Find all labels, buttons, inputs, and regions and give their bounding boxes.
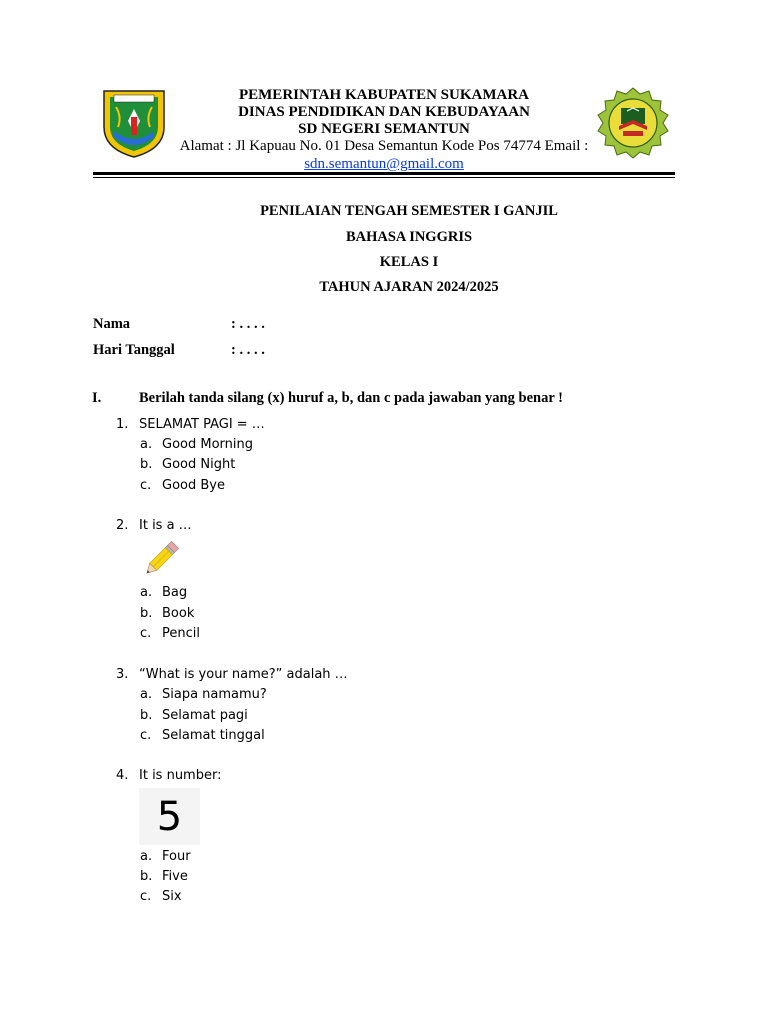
option-text: Six <box>162 889 182 904</box>
option-letter: c. <box>140 626 152 641</box>
option-letter: b. <box>140 457 153 472</box>
name-value: : . . . . <box>231 316 265 332</box>
option-text: Pencil <box>162 626 200 641</box>
question-text: It is number: <box>139 768 222 783</box>
option-letter: a. <box>140 849 153 864</box>
section-instruction: Berilah tanda silang (x) huruf a, b, dan c pada jawaban yang benar ! <box>139 390 563 406</box>
number-picture: 5 <box>139 788 200 845</box>
header-department: DINAS PENDIDIKAN DAN KEBUDAYAAN <box>238 104 530 120</box>
header-government: PEMERINTAH KABUPATEN SUKAMARA <box>238 87 529 103</box>
header-school-name: SD NEGERI SEMANTUN <box>298 121 470 137</box>
name-label: Nama <box>93 316 131 332</box>
option-text: Good Bye <box>162 478 225 493</box>
question-text: SELAMAT PAGI = … <box>139 417 265 432</box>
option-text: Selamat pagi <box>162 708 248 723</box>
date-value: : . . . . <box>231 342 265 358</box>
option-letter: b. <box>140 869 153 884</box>
question-number: 4. <box>116 768 129 783</box>
question-text: “What is your name?” adalah … <box>139 667 348 682</box>
question-number: 1. <box>116 417 129 432</box>
letterhead-divider-thick <box>93 172 675 175</box>
option-text: Five <box>162 869 188 884</box>
section-number: I. <box>92 390 102 406</box>
header-email-link[interactable]: sdn.semantun@gmail.com <box>304 156 464 172</box>
question-text: It is a … <box>139 518 192 533</box>
option-text: Good Morning <box>162 437 253 452</box>
pencil-icon <box>142 539 180 579</box>
option-text: Book <box>162 606 195 621</box>
option-letter: a. <box>140 437 153 452</box>
letterhead-divider-thin <box>93 177 675 178</box>
option-text: Bag <box>162 585 188 600</box>
option-text: Good Night <box>162 457 236 472</box>
date-label: Hari Tanggal <box>93 342 175 358</box>
option-letter: b. <box>140 606 153 621</box>
option-letter: a. <box>140 687 153 702</box>
option-letter: c. <box>140 728 152 743</box>
option-text: Four <box>162 849 191 864</box>
option-letter: a. <box>140 585 153 600</box>
exam-title: PENILAIAN TENGAH SEMESTER I GANJIL <box>260 203 558 219</box>
question-number: 3. <box>116 667 129 682</box>
letterhead <box>150 87 618 173</box>
header-address: Alamat : Jl Kapuau No. 01 Desa Semantun Kode Pos 74774 Email : <box>179 138 589 154</box>
class-title: KELAS I <box>379 254 439 270</box>
school-year-title: TAHUN AJARAN 2024/2025 <box>319 279 499 295</box>
option-text: Siapa namamu? <box>162 687 267 702</box>
option-text: Selamat tinggal <box>162 728 265 743</box>
subject-title: BAHASA INGGRIS <box>345 229 473 245</box>
option-letter: c. <box>140 889 152 904</box>
option-letter: c. <box>140 478 152 493</box>
option-letter: b. <box>140 708 153 723</box>
question-number: 2. <box>116 518 129 533</box>
